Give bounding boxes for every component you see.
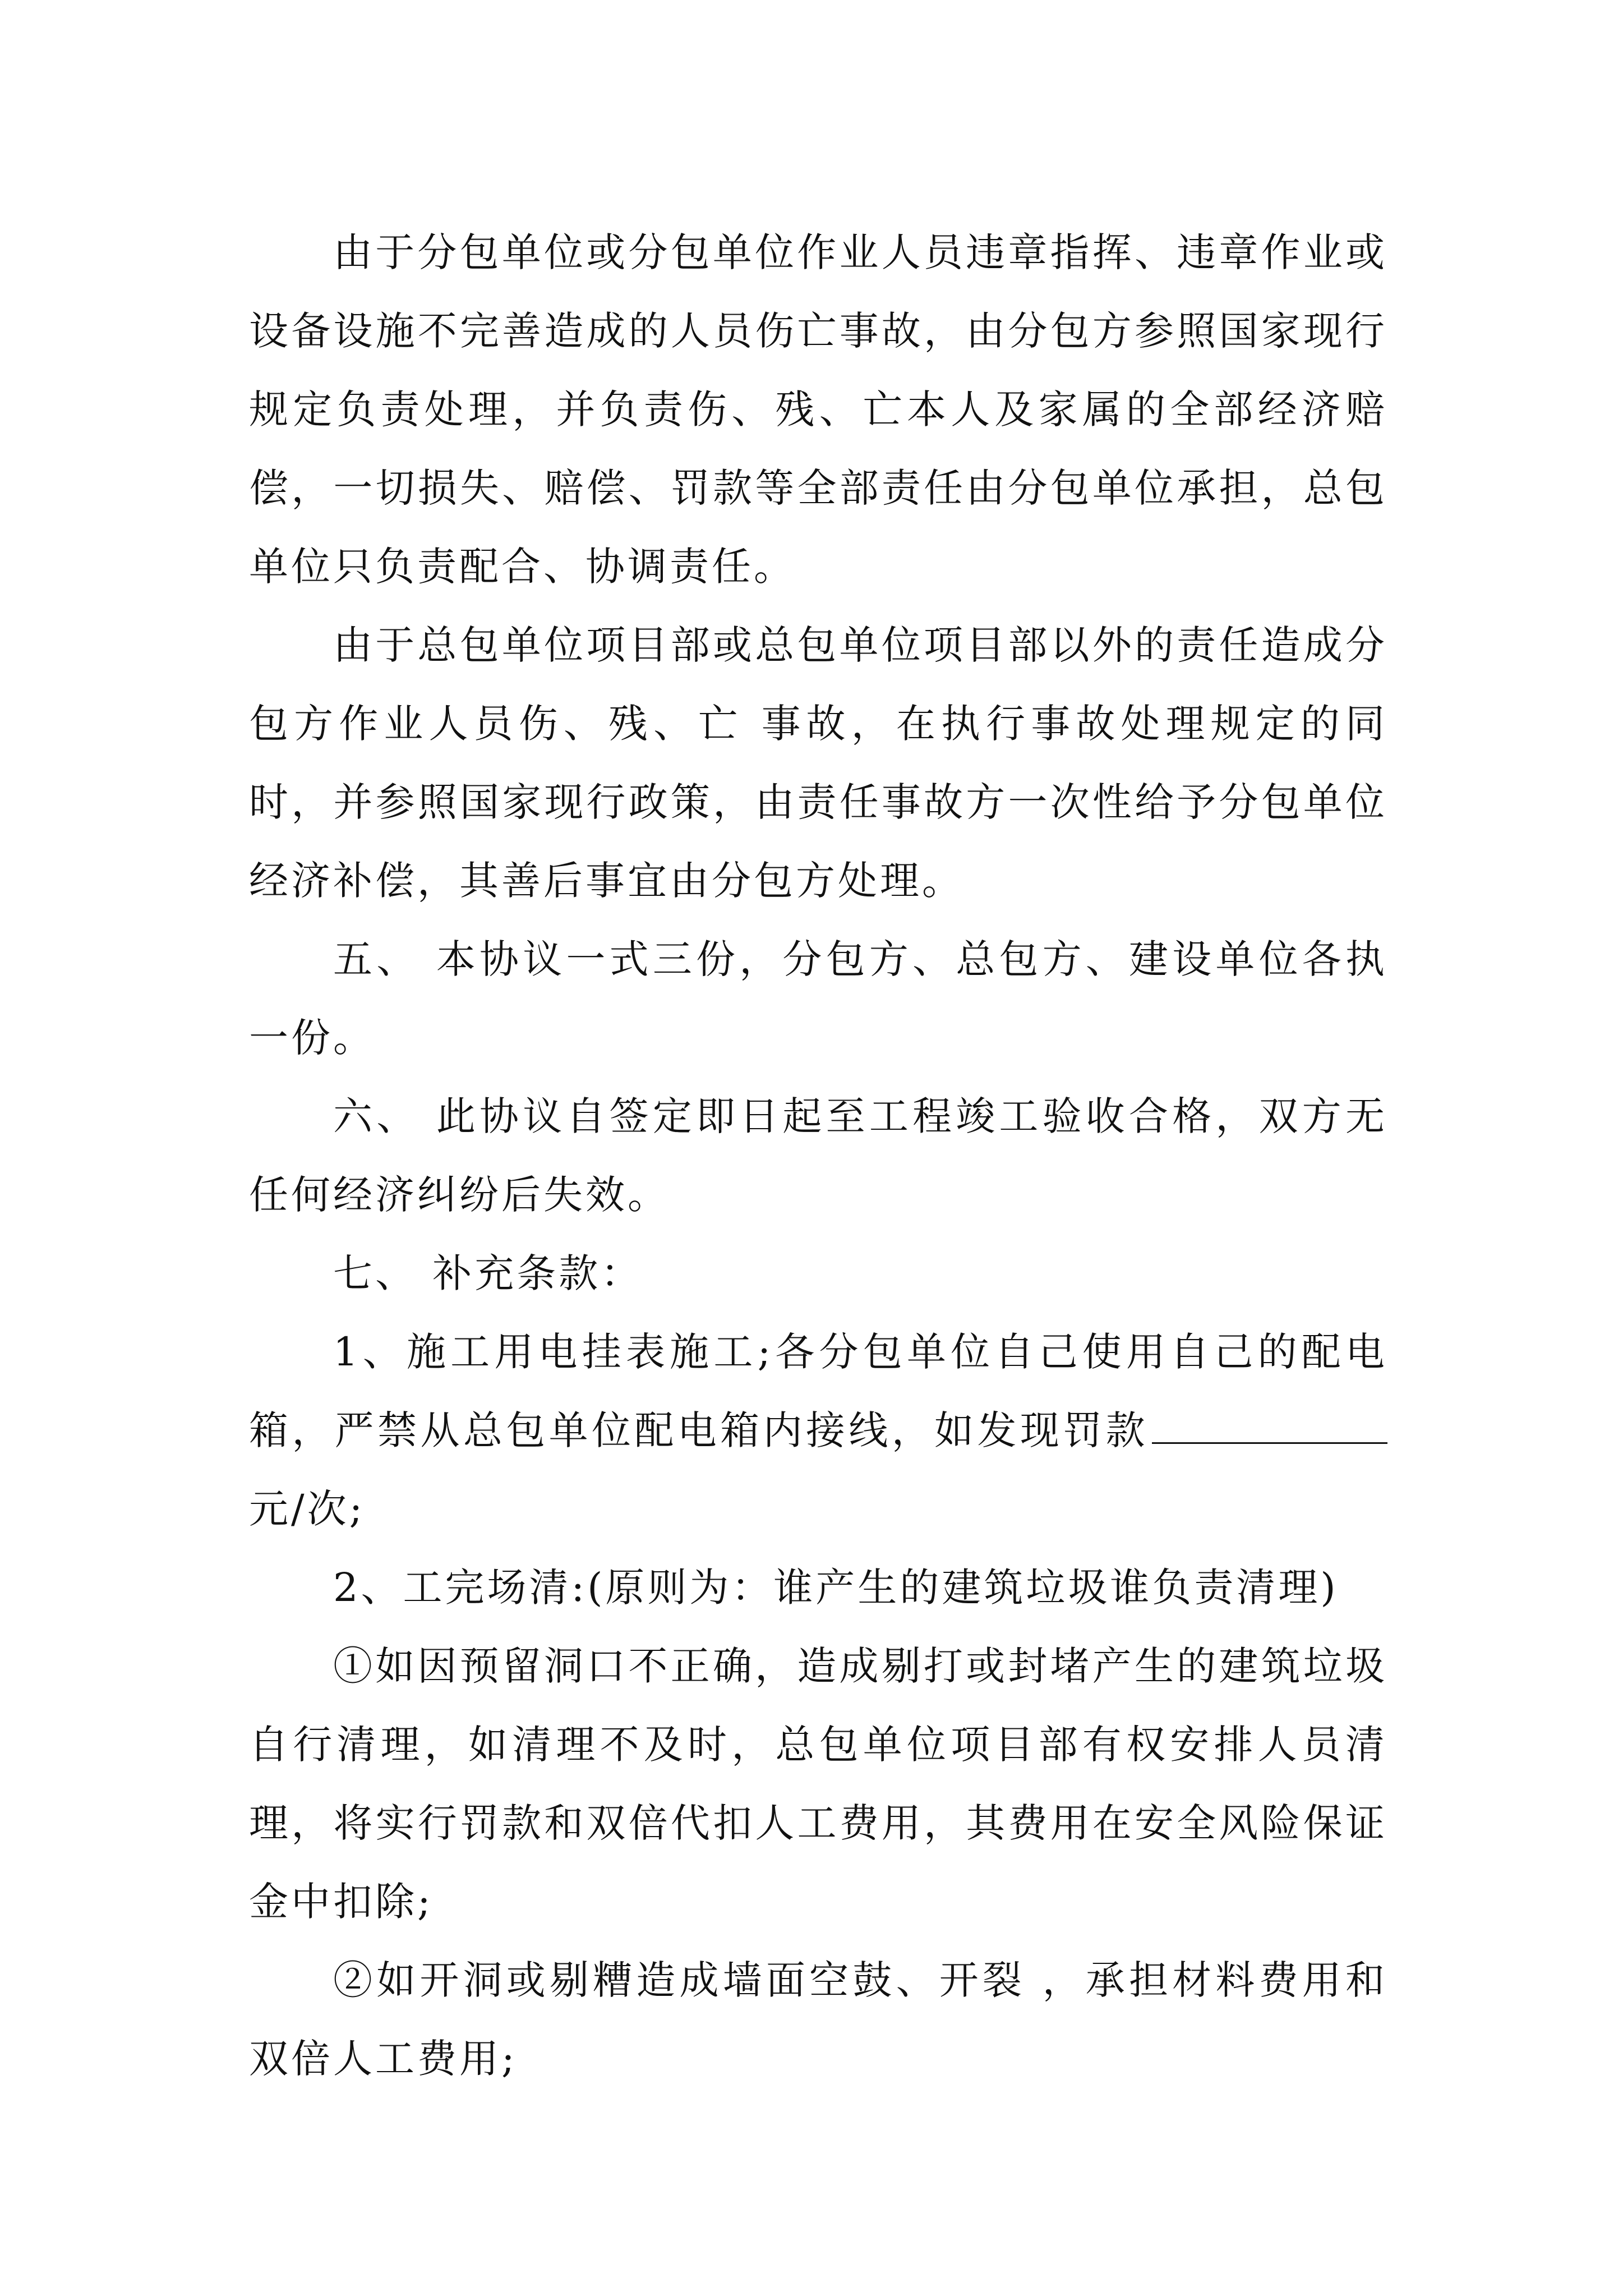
paragraph-copies: 五、 本协议一式三份，分包方、总包方、建设单位各执一份。 [249,936,1387,1061]
paragraph-cleanup-item-2: ②如开洞或剔糟造成墙面空鼓、开裂 ，承担材料费用和双倍人工费用; [249,1957,1387,2082]
paragraph-cleanup-item-1: ①如因预留洞口不正确，造成剔打或封堵产生的建筑垃圾自行清理，如清理不及时，总包单位项目部有权安排人员清理，将实行罚款和双倍代扣人工费用，其费用在安全风险保证金中扣除; [249,1643,1387,1925]
document-body [249,213,1387,2098]
paragraph-accident-general-contractor: 由于总包单位项目部或总包单位项目部以外的责任造成分包方作业人员伤、残、亡 事故，在执行事故处理规定的同时，并参照国家现行政策，由责任事故方一次性给予分包单位经济补偿，其善后事宜由分包方处理。 [249,622,1387,904]
paragraph-accident-subcontractor: 由于分包单位或分包单位作业人员违章指挥、违章作业或设备设施不完善造成的人员伤亡事故，由分包方参照国家现行规定负责处理，并负责伤、残、亡本人及家属的全部经济赔偿，一切损失、赔偿、罚款等全部责任由分包单位承担，总包单位只负责配合、协调责任。 [249,229,1387,590]
fine-unit-text: 元/次; [249,1486,366,1532]
paragraph-supplementary-heading: 七、 补充条款： [333,1250,643,1296]
paragraph-electricity-clause [249,1313,1387,1548]
paragraph-site-cleanup: 2、工完场清:(原则为：谁产生的建筑垃圾谁负责清理) [333,1565,1339,1611]
electricity-clause-text: 1、施工用电挂表施工;各分包单位自己使用自己的配电箱，严禁从总包单位配电箱内接线，如发现罚款 [249,1329,1387,1453]
paragraph-validity: 六、 此协议自签定即日起至工程竣工验收合格，双方无任何经济纠纷后失效。 [249,1093,1387,1218]
fine-amount-blank [1152,1403,1387,1444]
